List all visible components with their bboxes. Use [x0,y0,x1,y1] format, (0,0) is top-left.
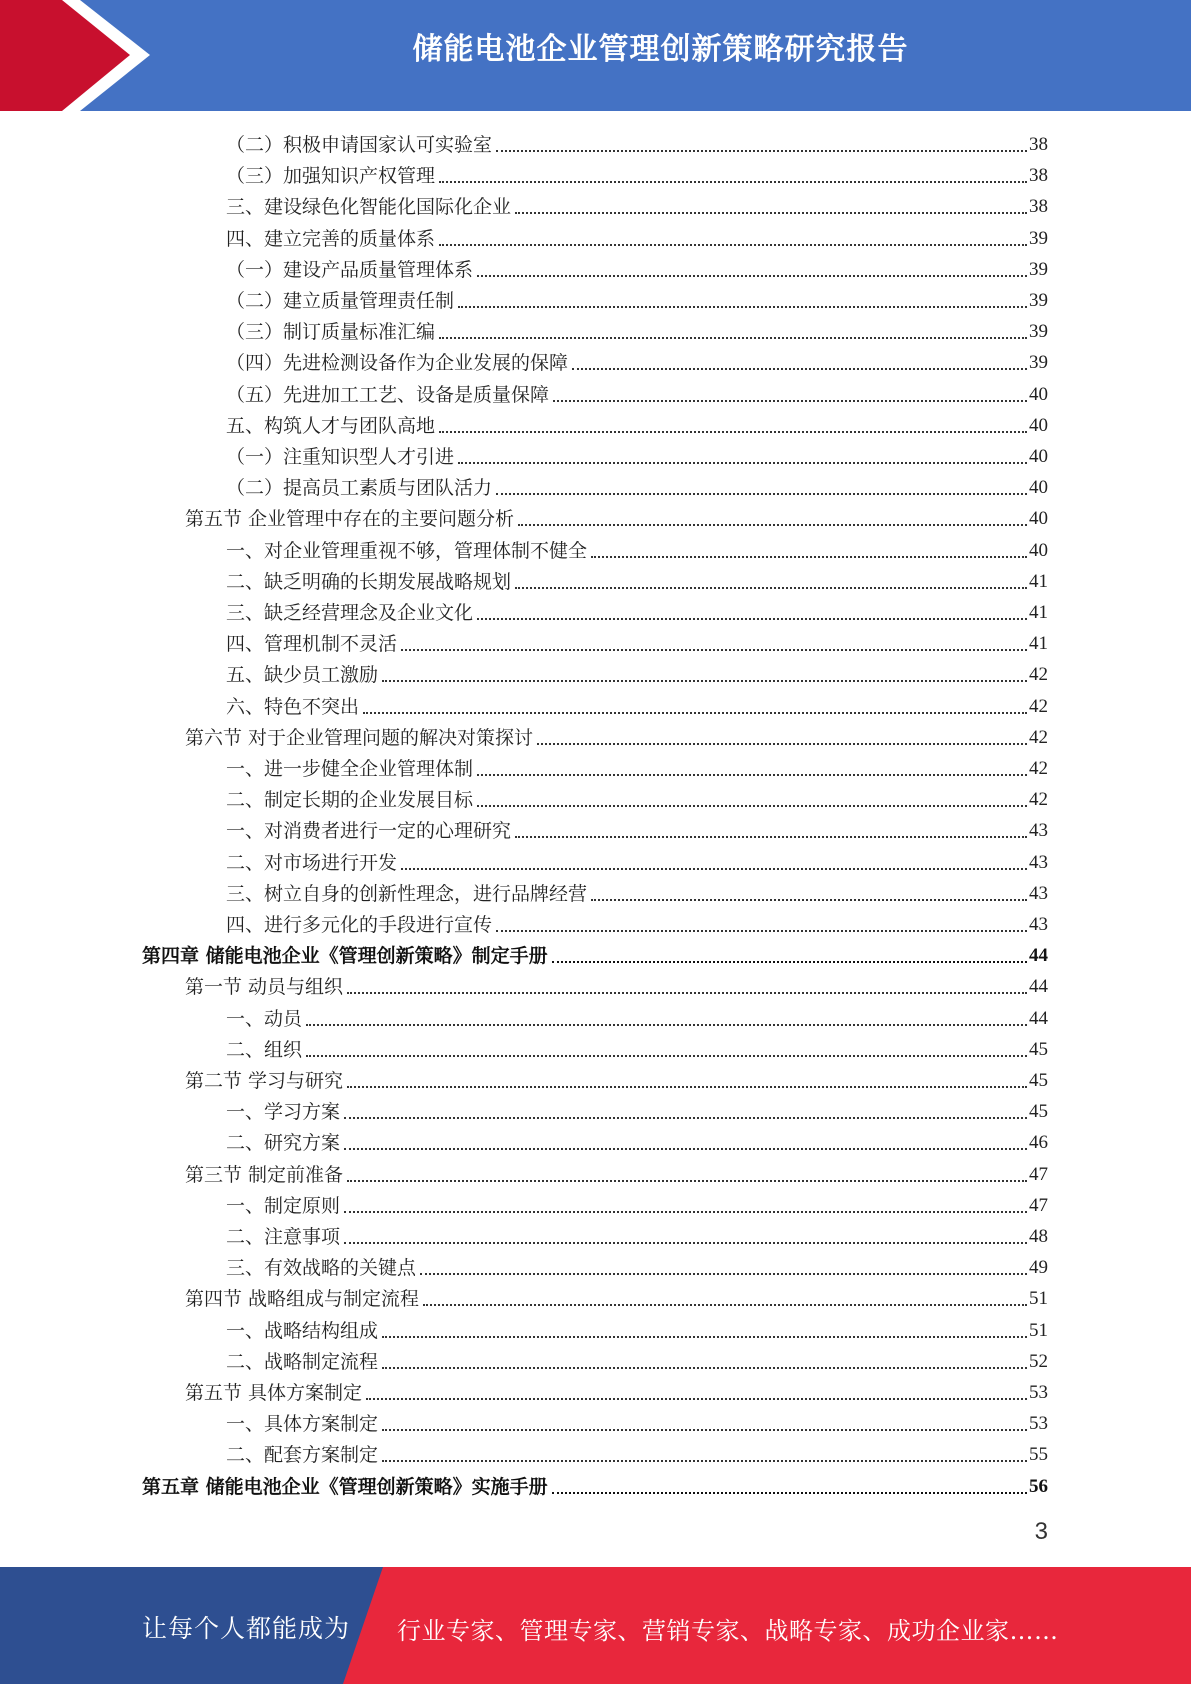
toc-entry-title: 一、进一步健全企业管理体制 [226,758,474,780]
toc-entry[interactable] [226,1032,1048,1063]
toc-dot-leader [423,1303,1027,1306]
toc-entry-title: 三、有效战略的关键点 [226,1257,417,1280]
toc-entry[interactable] [226,439,1048,470]
toc-dot-leader [591,555,1027,558]
toc-entry-title: （二）积极申请国家认可实验室 [226,134,493,156]
toc-entry-title: 一、对消费者进行一定的心理研究 [226,820,512,843]
toc-entry-title: （一）注重知识型人才引进 [226,446,455,468]
toc-page-number: 38 [1029,134,1048,155]
toc-entry[interactable] [226,470,1048,501]
toc-dot-leader [363,711,1027,714]
toc-entry-title: 三、建设绿色化智能化国际化企业 [226,196,512,219]
toc-dot-leader [382,679,1027,682]
footer-slogan-right: 行业专家、管理专家、营销专家、战略专家、成功企业家…… [397,1617,1059,1645]
toc-entry-title: 二、缺乏明确的长期发展战略规划 [226,570,512,593]
toc-entry-title: 二、战略制定流程 [226,1350,379,1373]
toc-page-number: 40 [1029,539,1048,561]
toc-entry-title: （一）建设产品质量管理体系 [226,258,474,281]
footer-slogan-left: 让每个人都能成为 [142,1614,351,1643]
toc-page-number: 45 [1029,1038,1048,1060]
toc-page-number: 43 [1029,914,1048,935]
toc-page-number: 47 [1029,1194,1048,1216]
toc-page-number: 38 [1029,196,1048,218]
toc-entry-title: 一、制定原则 [226,1194,341,1217]
toc-dot-leader [458,461,1027,464]
toc-entry[interactable] [226,1219,1048,1250]
toc-page-number: 42 [1029,726,1048,748]
toc-section-entry[interactable] [185,969,1048,1000]
toc-entry[interactable] [226,595,1048,626]
toc-entry[interactable] [226,813,1048,844]
toc-section-entry[interactable] [185,501,1048,532]
toc-dot-leader [344,1210,1027,1213]
toc-page-number: 42 [1029,789,1048,811]
toc-entry-title: 四、进行多元化的手段进行宣传 [226,914,493,936]
toc-dot-leader [401,648,1027,651]
toc-entry[interactable] [226,314,1048,345]
toc-entry-title: 一、战略结构组成 [226,1319,379,1342]
toc-entry[interactable] [226,876,1048,907]
toc-entry-title: 第一节 动员与组织 [185,976,344,999]
toc-dot-leader [477,773,1027,776]
toc-dot-leader [537,742,1027,745]
toc-dot-leader [382,1459,1027,1462]
toc-page-number: 40 [1029,446,1048,467]
toc-entry-title: 第三节 制定前准备 [185,1163,344,1186]
toc-dot-leader [477,617,1027,620]
toc-dot-leader [347,991,1027,994]
toc-section-entry[interactable] [185,1063,1048,1094]
toc-entry-title: 第五节 企业管理中存在的主要问题分析 [185,508,515,531]
toc-dot-leader [552,1491,1027,1494]
toc-entry-title: 三、树立自身的创新性理念，进行品牌经营 [226,882,588,905]
toc-entry[interactable] [226,626,1048,657]
toc-dot-leader [477,274,1027,277]
toc-entry-title: 二、研究方案 [226,1132,341,1155]
toc-entry[interactable] [226,1125,1048,1156]
toc-dot-leader [552,960,1027,963]
toc-chapter-entry[interactable] [142,1469,1048,1500]
toc-entry-title: 五、构筑人才与团队高地 [226,414,436,437]
toc-page-number: 51 [1029,1319,1048,1341]
toc-entry[interactable] [226,1094,1048,1125]
toc-entry[interactable] [226,1437,1048,1468]
toc-page-number: 40 [1029,383,1048,405]
toc-dot-leader [515,211,1027,214]
toc-page-number: 55 [1029,1444,1048,1466]
toc-page-number: 47 [1029,1163,1048,1185]
toc-entry-title: 五、缺少员工激励 [226,664,379,687]
page-number: 3 [1034,1518,1048,1545]
toc-dot-leader [439,180,1027,183]
toc-page-number: 44 [1029,1007,1048,1029]
toc-section-entry[interactable] [185,1281,1048,1312]
toc-entry-title: 第二节 学习与研究 [185,1070,344,1092]
toc-page-number: 45 [1029,1070,1048,1091]
toc-page-number: 44 [1029,976,1048,998]
toc-page-number: 49 [1029,1257,1048,1279]
document-title: 储能电池企业管理创新策略研究报告 [412,32,909,67]
toc-entry-title: 一、学习方案 [226,1101,341,1124]
toc-entry-title: 四、建立完善的质量体系 [226,227,436,250]
toc-entry[interactable] [226,221,1048,252]
toc-entry-title: 一、具体方案制定 [226,1413,379,1436]
toc-entry-title: （四）先进检测设备作为企业发展的保障 [226,352,569,375]
toc-entry-title: 一、动员 [226,1007,303,1030]
toc-entry-title: 一、对企业管理重视不够，管理体制不健全 [226,539,588,562]
toc-page-number: 41 [1029,570,1048,592]
page-header [0,0,1191,111]
toc-page-number: 39 [1029,321,1048,343]
page-footer [0,1567,1191,1684]
toc-entry-title: （二）建立质量管理责任制 [226,290,455,312]
toc-section-entry[interactable] [185,720,1048,751]
toc-dot-leader [496,149,1027,152]
toc-entry-title: 二、组织 [226,1038,303,1061]
toc-dot-leader [344,1241,1027,1244]
toc-entry[interactable] [226,782,1048,813]
toc-page-number: 44 [1029,945,1048,967]
toc-page-number: 43 [1029,851,1048,873]
toc-entry[interactable] [226,751,1048,782]
toc-entry[interactable] [226,689,1048,720]
toc-entry-title: 二、配套方案制定 [226,1444,379,1467]
toc-entry-title: 第五节 具体方案制定 [185,1382,363,1404]
toc-dot-leader [344,1116,1027,1119]
toc-entry-title: 第六节 对于企业管理问题的解决对策探讨 [185,726,534,749]
toc-dot-leader [458,305,1027,308]
toc-dot-leader [344,1147,1027,1150]
toc-chapter-entry[interactable] [142,938,1048,969]
toc-dot-leader [306,1054,1027,1057]
toc-entry-title: （三）加强知识产权管理 [226,165,436,188]
toc-page-number: 39 [1029,352,1048,374]
toc-page-number: 41 [1029,602,1048,623]
toc-dot-leader [347,1179,1027,1182]
toc-entry[interactable] [226,189,1048,220]
toc-dot-leader [382,1428,1027,1431]
toc-entry-title: 四、管理机制不灵活 [226,633,398,656]
toc-entry-title: 第四章 储能电池企业《管理创新策略》制定手册 [142,945,548,968]
toc-entry-title: 第五章 储能电池企业《管理创新策略》实施手册 [142,1475,548,1498]
toc-entry-title: 二、制定长期的企业发展目标 [226,789,474,812]
toc-entry-title: 二、对市场进行开发 [226,851,398,874]
toc-page-number: 39 [1029,290,1048,311]
toc-entry[interactable] [226,1406,1048,1437]
toc-dot-leader [382,1366,1027,1369]
toc-dot-leader [306,1023,1027,1026]
toc-dot-leader [515,586,1027,589]
toc-page-number: 39 [1029,258,1048,280]
toc-entry-title: 二、注意事项 [226,1226,341,1248]
toc-entry[interactable] [226,1250,1048,1281]
toc-dot-leader [420,1272,1027,1275]
toc-entry-title: 第四节 战略组成与制定流程 [185,1288,420,1311]
toc-dot-leader [553,399,1027,402]
toc-page-number: 42 [1029,758,1048,779]
toc-page-number: 42 [1029,664,1048,686]
toc-entry-title: 六、特色不突出 [226,695,360,718]
toc-dot-leader [591,898,1027,901]
toc-page-number: 52 [1029,1350,1048,1372]
toc-page-number: 46 [1029,1132,1048,1154]
toc-dot-leader [439,430,1027,433]
toc-page-number: 56 [1029,1475,1048,1497]
toc-page-number: 40 [1029,508,1048,530]
toc-entry[interactable] [226,1313,1048,1344]
toc-entry[interactable] [226,1188,1048,1219]
toc-dot-leader [347,1085,1027,1088]
toc-entry[interactable] [226,657,1048,688]
toc-dot-leader [518,523,1027,526]
toc-dot-leader [572,367,1027,370]
toc-entry[interactable] [226,127,1048,158]
toc-entry-title: （三）制订质量标准汇编 [226,321,436,344]
toc-entry[interactable] [226,252,1048,283]
toc-dot-leader [477,804,1027,807]
toc-page-number: 48 [1029,1226,1048,1247]
toc-dot-leader [401,867,1027,870]
toc-page-number: 38 [1029,165,1048,187]
toc-entry[interactable] [226,345,1048,376]
toc-dot-leader [496,929,1027,932]
toc-page-number: 53 [1029,1413,1048,1435]
toc-entry[interactable] [226,1001,1048,1032]
toc-page-number: 45 [1029,1101,1048,1123]
toc-entry[interactable] [226,845,1048,876]
toc-dot-leader [382,1335,1027,1338]
toc-entry[interactable] [226,408,1048,439]
toc-page-number: 40 [1029,414,1048,436]
toc-page-number: 41 [1029,633,1048,655]
toc-page-number: 53 [1029,1382,1048,1403]
toc-dot-leader [496,492,1027,495]
toc-page-number: 42 [1029,695,1048,717]
toc-entry-title: （五）先进加工工艺、设备是质量保障 [226,383,550,406]
toc-entry[interactable] [226,377,1048,408]
toc-page-number: 39 [1029,227,1048,249]
toc-dot-leader [439,336,1027,339]
toc-section-entry[interactable] [185,1157,1048,1188]
toc-entry-title: （二）提高员工素质与团队活力 [226,477,493,500]
toc-page-number: 43 [1029,882,1048,904]
toc-entry-title: 三、缺乏经营理念及企业文化 [226,602,474,624]
toc-entry[interactable] [226,533,1048,564]
toc-entry[interactable] [226,1344,1048,1375]
toc-entry[interactable] [226,564,1048,595]
toc-dot-leader [515,835,1027,838]
toc-entry[interactable] [226,283,1048,314]
toc-dot-leader [439,243,1027,246]
toc-dot-leader [366,1397,1027,1400]
toc-entry[interactable] [226,907,1048,938]
toc-entry[interactable] [226,158,1048,189]
toc-page-number: 43 [1029,820,1048,842]
toc-page-number: 51 [1029,1288,1048,1310]
toc-page-number: 40 [1029,477,1048,499]
toc-section-entry[interactable] [185,1375,1048,1406]
